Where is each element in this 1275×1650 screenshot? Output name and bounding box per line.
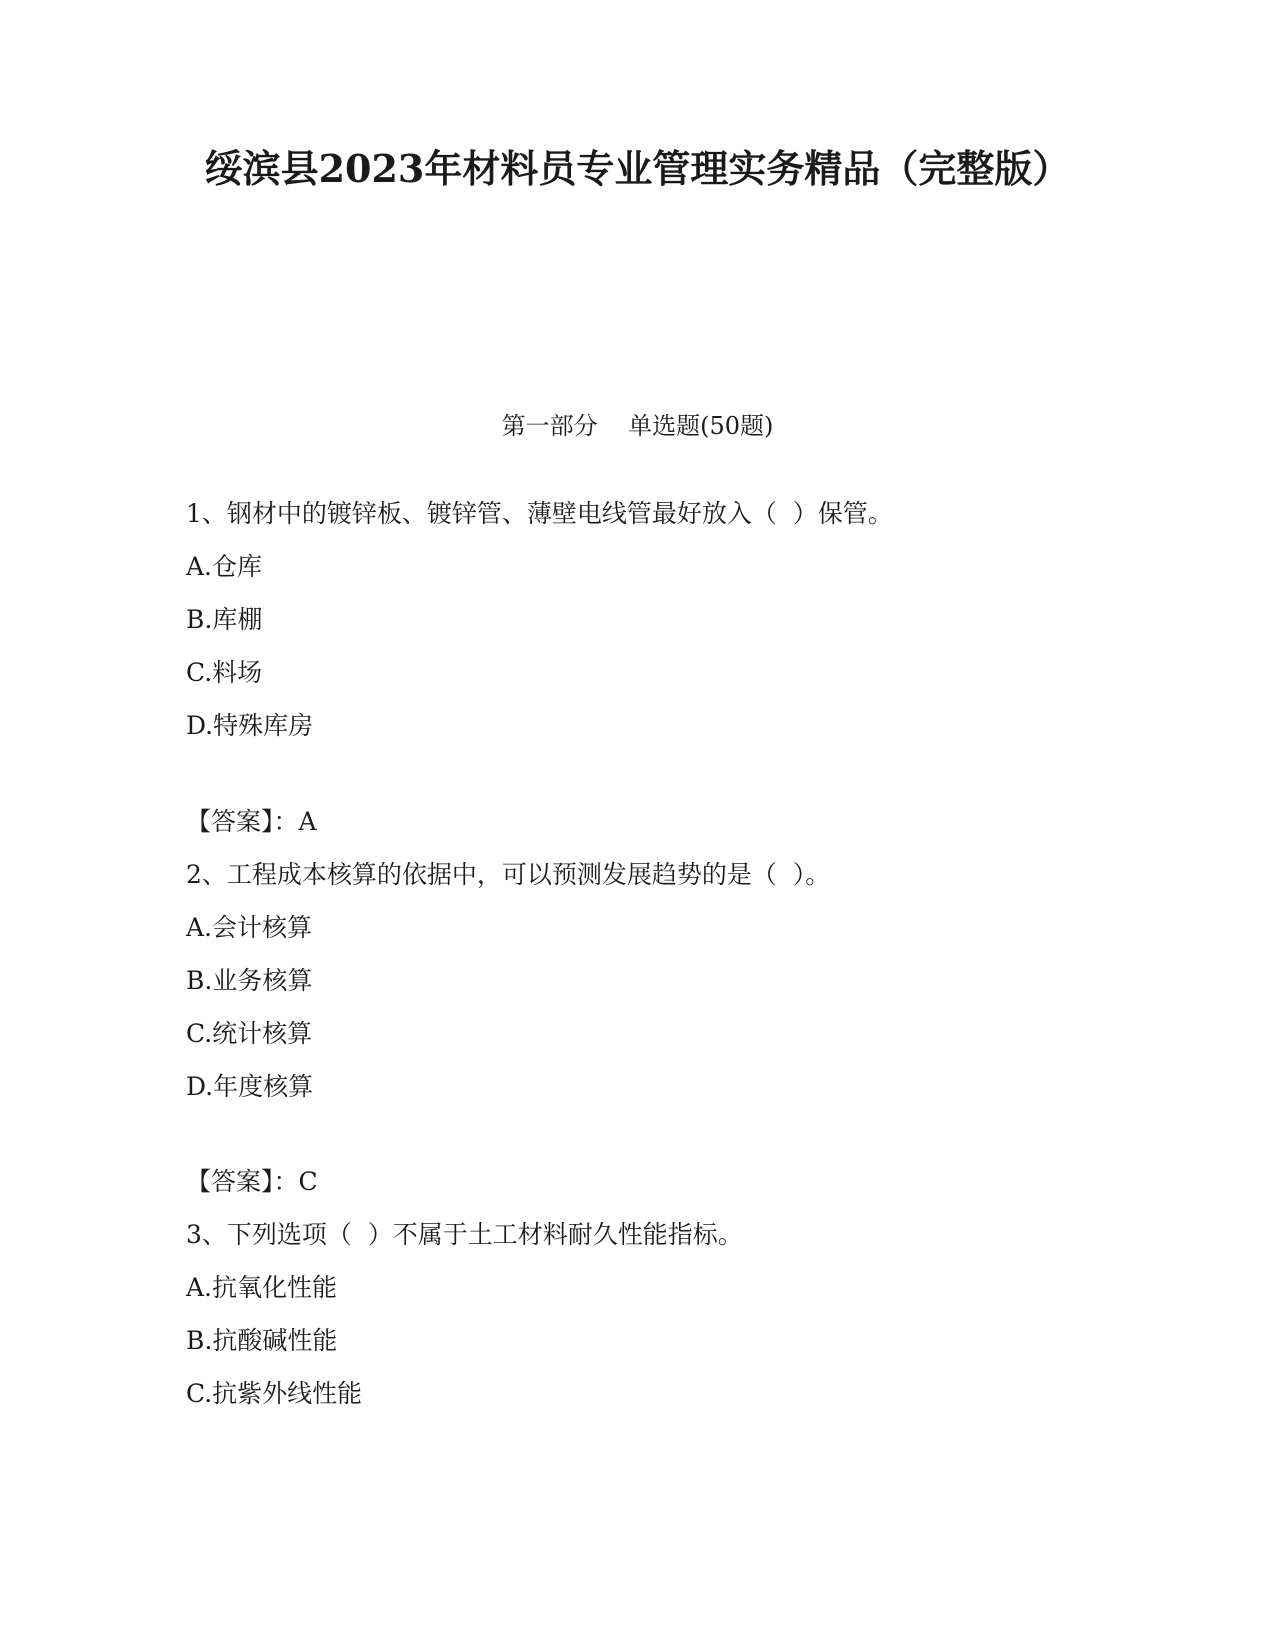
question-2-option-a: A.会计核算 xyxy=(186,913,313,942)
document-title: 绥滨县2023年材料员专业管理实务精品（完整版） xyxy=(204,146,1071,191)
question-2-text: 2、工程成本核算的依据中，可以预测发展趋势的是（ ）。 xyxy=(186,860,831,889)
question-2-option-b: B.业务核算 xyxy=(186,966,313,995)
section-heading: 第一部分 单选题(50题) xyxy=(501,412,774,440)
question-2-answer: 【答案】：C xyxy=(186,1167,318,1196)
question-2-option-c: C.统计核算 xyxy=(186,1019,313,1048)
question-1-option-a: A.仓库 xyxy=(186,552,263,581)
question-2-option-d: D.年度核算 xyxy=(186,1072,314,1101)
question-3-option-a: A.抗氧化性能 xyxy=(186,1273,338,1302)
question-1-option-d: D.特殊库房 xyxy=(186,711,314,740)
question-1-option-b: B.库棚 xyxy=(186,605,263,634)
question-3-text: 3、下列选项（ ）不属于土工材料耐久性能指标。 xyxy=(186,1220,743,1249)
question-1-text: 1、钢材中的镀锌板、镀锌管、薄壁电线管最好放入（ ）保管。 xyxy=(186,499,893,528)
question-1-option-c: C.料场 xyxy=(186,658,263,687)
question-1-answer: 【答案】：A xyxy=(186,807,317,836)
question-3-option-b: B.抗酸碱性能 xyxy=(186,1326,338,1355)
question-3-option-c: C.抗紫外线性能 xyxy=(186,1379,363,1408)
